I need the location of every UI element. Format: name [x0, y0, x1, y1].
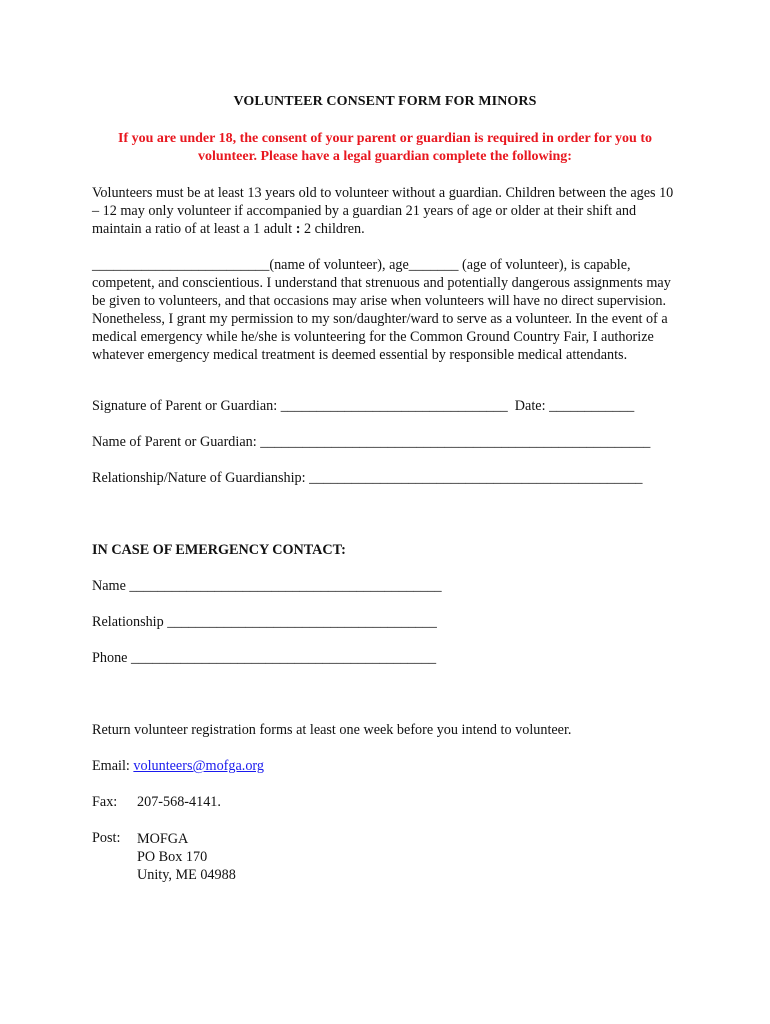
fax-number: 207-568-4141. [137, 794, 221, 810]
post-label: Post: [92, 830, 121, 846]
consent-paragraph: _________________________(name of volunteer), age_______ (age of volunteer), is capable, competent, and conscientious. I understand that strenuous and potentially dangerous assignments may be given to volunteers, and that occasions may arise when volunteers will have no direct supervision. Nonetheless, I grant my permission to my son/daughter/ward to serve as a volunteer. In the event of a medical emergency while he/she is volunteering for the Common Ground Country Fair, I authorize whatever emergency medical treatment is deemed essential by responsible medical attendants. [92, 257, 671, 363]
fax-label: Fax: [92, 794, 118, 810]
email-link[interactable]: volunteers@mofga.org [133, 758, 264, 774]
emergency-relationship-line: Relationship ______________________________________ [92, 614, 437, 630]
return-instructions: Return volunteer registration forms at least one week before you intend to volunteer. [92, 722, 572, 738]
emergency-contact-heading: IN CASE OF EMERGENCY CONTACT: [92, 542, 346, 558]
guardianship-relationship-line: Relationship/Nature of Guardianship: _______________________________________________ [92, 470, 643, 486]
intro-text-part1: Volunteers must be at least 13 years old to volunteer without a guardian. Children between the ages 10 – 12 may only volunteer if accompanied by a guardian 21 years of age or older at their shift and maintain a ratio of at least a 1 adult [92, 185, 674, 237]
guardian-name-line: Name of Parent or Guardian: _______________________________________________________ [92, 434, 651, 450]
guardian-warning: If you are under 18, the consent of your parent or guardian is required in order for you to volunteer. Please have a legal guardian complete the following: [118, 131, 652, 164]
email-label: Email: [92, 758, 134, 774]
ratio-colon: : [295, 221, 301, 237]
address-line-1: MOFGA [137, 831, 189, 847]
guardian-signature-line: Signature of Parent or Guardian: ________________________________ Date: ____________ [92, 398, 635, 414]
emergency-name-line: Name ____________________________________________ [92, 578, 442, 594]
intro-paragraph [92, 184, 678, 238]
emergency-phone-line: Phone ___________________________________________ [92, 650, 437, 666]
address-line-2: PO Box 170 [137, 849, 208, 865]
email-line [92, 758, 264, 775]
intro-text-part2: 2 children. [300, 221, 365, 237]
form-title: VOLUNTEER CONSENT FORM FOR MINORS [233, 94, 537, 109]
address-line-3: Unity, ME 04988 [137, 867, 236, 883]
